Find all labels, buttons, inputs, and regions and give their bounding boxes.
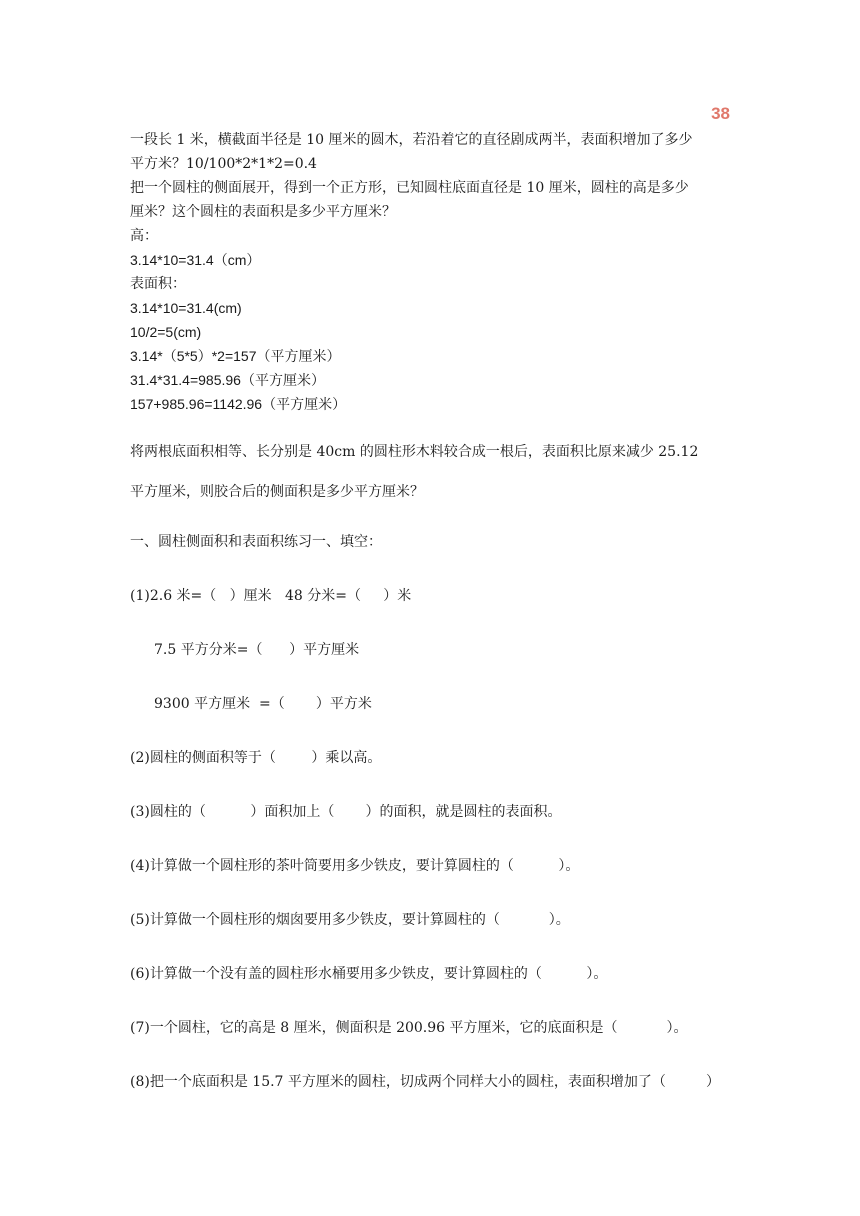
problem3-line2: 平方厘米，则胶合后的侧面积是多少平方厘米？ (130, 484, 424, 500)
question-3: (3)圆柱的（ ）面积加上（ ）的面积，就是圆柱的表面积。 (130, 804, 562, 820)
calc-2: 10/2=5(cm) (130, 324, 202, 340)
problem3-line1: 将两根底面积相等、长分别是 40cm 的圆柱形木料较合成一根后，表面积比原来减少 25.12 (130, 444, 699, 460)
calc-5: 157+985.96=1142.96（平方厘米） (130, 396, 347, 412)
exercise-heading: 一、圆柱侧面积和表面积练习一、填空： (130, 534, 382, 550)
height-calc: 3.14*10=31.4（cm） (130, 252, 261, 268)
question-1b: 7.5 平方分米=（ ）平方厘米 (154, 642, 360, 658)
problem1-line2: 平方米？10/100*2*1*2=0.4 (130, 156, 317, 172)
question-4: (4)计算做一个圆柱形的茶叶筒要用多少铁皮，要计算圆柱的（ ）。 (130, 858, 580, 874)
calc-1: 3.14*10=31.4(cm) (130, 300, 242, 316)
question-6: (6)计算做一个没有盖的圆柱形水桶要用多少铁皮，要计算圆柱的（ ）。 (130, 966, 608, 982)
document-body (130, 128, 732, 1092)
question-8: (8)把一个底面积是 15.7 平方厘米的圆柱，切成两个同样大小的圆柱，表面积增加了（ ） (130, 1074, 720, 1090)
question-7: (7)一个圆柱，它的高是 8 厘米，侧面积是 200.96 平方厘米，它的底面积是（ ）。 (130, 1020, 688, 1036)
calc-4: 31.4*31.4=985.96（平方厘米） (130, 372, 325, 388)
problem2-line2: 厘米？这个圆柱的表面积是多少平方厘米？ (130, 204, 396, 220)
question-1c: 9300 平方厘米 =（ ）平方米 (154, 696, 372, 712)
question-1a: (1)2.6 米=（ ）厘米 48 分米=（ ）米 (130, 588, 412, 604)
question-2: (2)圆柱的侧面积等于（ ）乘以高。 (130, 750, 382, 766)
problem2-line1: 把一个圆柱的侧面展开，得到一个正方形，已知圆柱底面直径是 10 厘米，圆柱的高是多少 (130, 180, 689, 196)
height-label: 高： (130, 228, 158, 244)
calc-3: 3.14*（5*5）*2=157（平方厘米） (130, 348, 341, 364)
problem1-line1: 一段长 1 米，横截面半径是 10 厘米的圆木，若沿着它的直径剧成两半，表面积增加了多少 (130, 132, 693, 148)
exercise-section (130, 532, 732, 1092)
question-5: (5)计算做一个圆柱形的烟囱要用多少铁皮，要计算圆柱的（ ）。 (130, 912, 570, 928)
page-number: 38 (711, 104, 730, 123)
surface-label: 表面积： (130, 276, 186, 292)
